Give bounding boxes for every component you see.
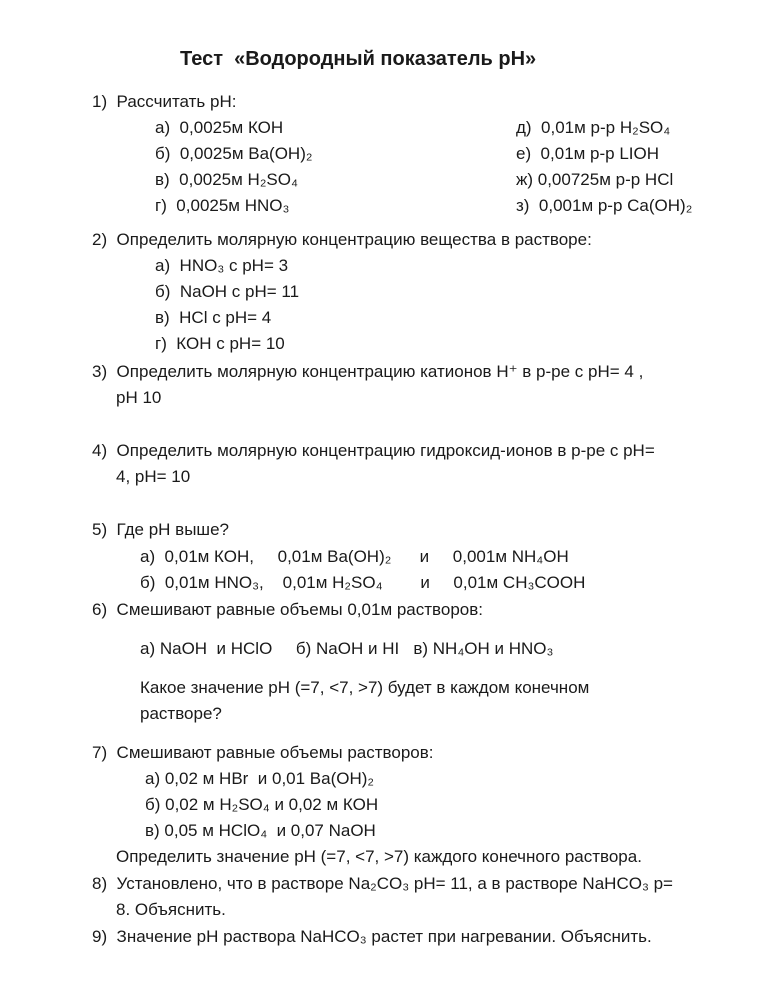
question-8-continuation: 8. Объяснить. (116, 900, 226, 919)
question-2-item-a: а) HNO₃ с рН= 3 (155, 256, 289, 275)
question-3-continuation: рН 10 (116, 388, 162, 407)
question-2-item-b: б) NaOH с рН= 11 (155, 282, 300, 301)
question-1-item-b: б) 0,0025м Ba(OH)₂ (155, 144, 313, 163)
question-4-continuation: 4, рН= 10 (116, 467, 191, 486)
question-1: 1) Рассчитать рН: (92, 92, 237, 111)
question-8: 8) Установлено, что в растворе Na₂CO₃ рН= 11, а в растворе NaHCO₃ р= (92, 874, 673, 893)
question-2-item-c: в) HCl с рН= 4 (155, 308, 272, 327)
question-2-item-d: г) КОН с рН= 10 (155, 334, 285, 353)
question-2: 2) Определить молярную концентрацию вещества в растворе: (92, 230, 592, 249)
question-7-item-c: в) 0,05 м HClO₄ и 0,07 NaOH (145, 821, 376, 840)
question-4: 4) Определить молярную концентрацию гидроксид-ионов в р-ре с рН= (92, 441, 655, 460)
question-1-item-h: з) 0,001м р-р Ca(OH)₂ (516, 196, 693, 215)
question-5: 5) Где рН выше? (92, 520, 229, 539)
question-3: 3) Определить молярную концентрацию катионов Н⁺ в р-ре с рН= 4 , (92, 362, 644, 381)
question-5-item-b: б) 0,01м HNO₃, 0,01м H₂SO₄ и 0,01м CH₃COOH (140, 573, 586, 592)
question-5-item-a: а) 0,01м КОН, 0,01м Ba(OH)₂ и 0,001м NH₄OH (140, 547, 569, 566)
page-title: Тест «Водородный показатель рН» (180, 48, 537, 70)
question-7-prompt: Определить значение рН (=7, <7, >7) каждого конечного раствора. (116, 847, 642, 866)
question-1-item-d: г) 0,0025м HNO₃ (155, 196, 290, 215)
question-6-prompt: Какое значение рН (=7, <7, >7) будет в каждом конечном (140, 678, 590, 697)
question-1-item-a: а) 0,0025м КОН (155, 118, 284, 137)
question-1-item-f: е) 0,01м р-р LIOH (516, 144, 660, 163)
question-7-item-b: б) 0,02 м H₂SO₄ и 0,02 м КОН (145, 795, 379, 814)
question-6-items: а) NaOH и HClO б) NaOH и HI в) NH₄OH и HNO₃ (140, 639, 554, 658)
question-1-item-c: в) 0,0025м H₂SO₄ (155, 170, 298, 189)
question-1-item-g: ж) 0,00725м р-р HCl (516, 170, 674, 189)
question-7-item-a: а) 0,02 м HBr и 0,01 Ba(OH)₂ (145, 769, 375, 788)
question-6-prompt-continuation: растворе? (140, 704, 222, 723)
question-9: 9) Значение рН раствора NaHCO₃ растет при нагревании. Объяснить. (92, 927, 652, 946)
question-7: 7) Смешивают равные объемы растворов: (92, 743, 434, 762)
question-1-item-e: д) 0,01м р-р H₂SO₄ (516, 118, 671, 137)
question-6: 6) Смешивают равные объемы 0,01м растворов: (92, 600, 484, 619)
